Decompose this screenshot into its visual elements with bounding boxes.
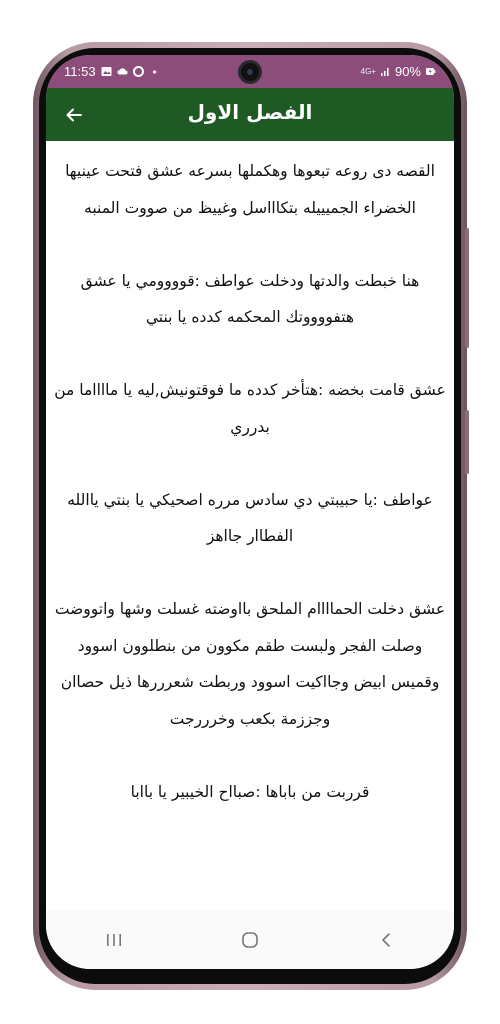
- system-nav-bar: [46, 911, 454, 969]
- battery-icon: [425, 66, 436, 77]
- recents-icon: [104, 931, 124, 949]
- network-type: 4G+: [360, 67, 376, 76]
- power-button: [465, 228, 469, 348]
- app-bar: [46, 88, 454, 141]
- story-paragraph: هنا خبطت والدتها ودخلت عواطف :قوووومي يا عشق هتفووووتك المحكمه كدده يا بنتي: [80, 271, 420, 326]
- back-button[interactable]: [60, 101, 88, 129]
- chapter-content[interactable]: [46, 141, 454, 901]
- status-left: [64, 64, 160, 79]
- nav-back-button[interactable]: [361, 920, 411, 960]
- story-paragraph: القصه دى روعه تبعوها وهكملها بسرعه عشق فتحت عينيها الخضراء الجميييله بتكاااسل وغييظ من صووت المنبه: [65, 162, 435, 217]
- phone-screen: [46, 55, 454, 969]
- arrow-back-icon: [65, 106, 83, 124]
- cloud-icon: [117, 66, 128, 77]
- story-paragraph: عشق دخلت الحماااام الملحق بااوضته غسلت وشها واتووضت وصلت الفجر ولبست طقم مكوون من بنطلوون اسوود وقميس ابيض وجااكيت اسوود وربطت شعرررها ذيل حصاان وجززمة بكعب وخرررجت: [54, 600, 446, 728]
- signal-icon: [380, 66, 391, 77]
- record-icon: [133, 66, 144, 77]
- status-bar: [46, 55, 454, 88]
- story-paragraph: عواطف :يا حبيبتي دي سادس مرره اصحيكي يا بنتي ياالله الفطاار جااهز: [67, 490, 433, 545]
- story-paragraph: قرربت من باباها :صبااح الخيبير يا باابا: [130, 782, 370, 801]
- status-time: 11:53: [64, 64, 96, 79]
- front-camera: [241, 63, 259, 81]
- page-title: الفصل الاول: [187, 100, 313, 124]
- recents-button[interactable]: [89, 920, 139, 960]
- home-button[interactable]: [225, 920, 275, 960]
- volume-button: [465, 410, 469, 474]
- nav-back-icon: [376, 930, 396, 950]
- home-icon: [240, 930, 260, 950]
- story-paragraph: عشق قامت بخضه :هتأخر كدده ما فوقتونيش,ليه يا مااااما من بدرري: [54, 381, 446, 436]
- status-right: [361, 64, 436, 79]
- story-text: [46, 141, 454, 810]
- battery-percent: 90%: [394, 64, 421, 79]
- gallery-icon: [101, 66, 112, 77]
- dot-icon: [149, 66, 160, 77]
